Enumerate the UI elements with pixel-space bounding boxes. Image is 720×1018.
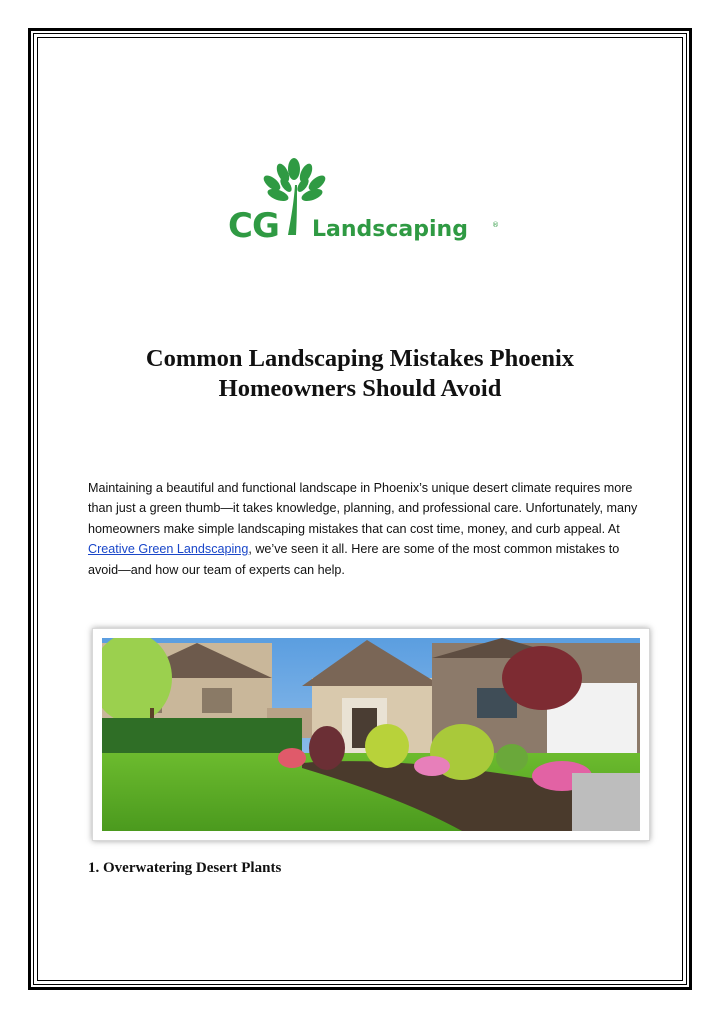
company-logo bbox=[222, 155, 512, 260]
creative-green-link[interactable]: Creative Green Landscaping bbox=[88, 542, 249, 557]
intro-paragraph bbox=[88, 478, 638, 580]
registered-mark: ® bbox=[492, 221, 499, 229]
house-landscape-photo bbox=[92, 628, 650, 841]
front-yard-image bbox=[102, 638, 640, 831]
title-line-1: Common Landscaping Mistakes Phoenix bbox=[145, 345, 575, 372]
logo-letters: CG bbox=[228, 206, 279, 246]
title-line-2: Homeowners Should Avoid bbox=[218, 375, 502, 402]
logo-wordmark: Landscaping bbox=[312, 217, 468, 242]
section-heading: 1. Overwatering Desert Plants bbox=[88, 860, 282, 876]
intro-text-start: Maintaining a beautiful and functional landscape in Phoenix’s unique desert climate requires more than just a green thumb—it takes knowledge, planning, and professional care. Unfortunately, many homeowners make simple landscaping mistakes that can cost time, money, and curb appeal. At bbox=[88, 481, 638, 536]
page-title bbox=[60, 344, 660, 404]
intro-text-end: , we’ve seen it all. Here are some of the most common mistakes to avoid—and how our team of experts can help. bbox=[88, 542, 620, 577]
